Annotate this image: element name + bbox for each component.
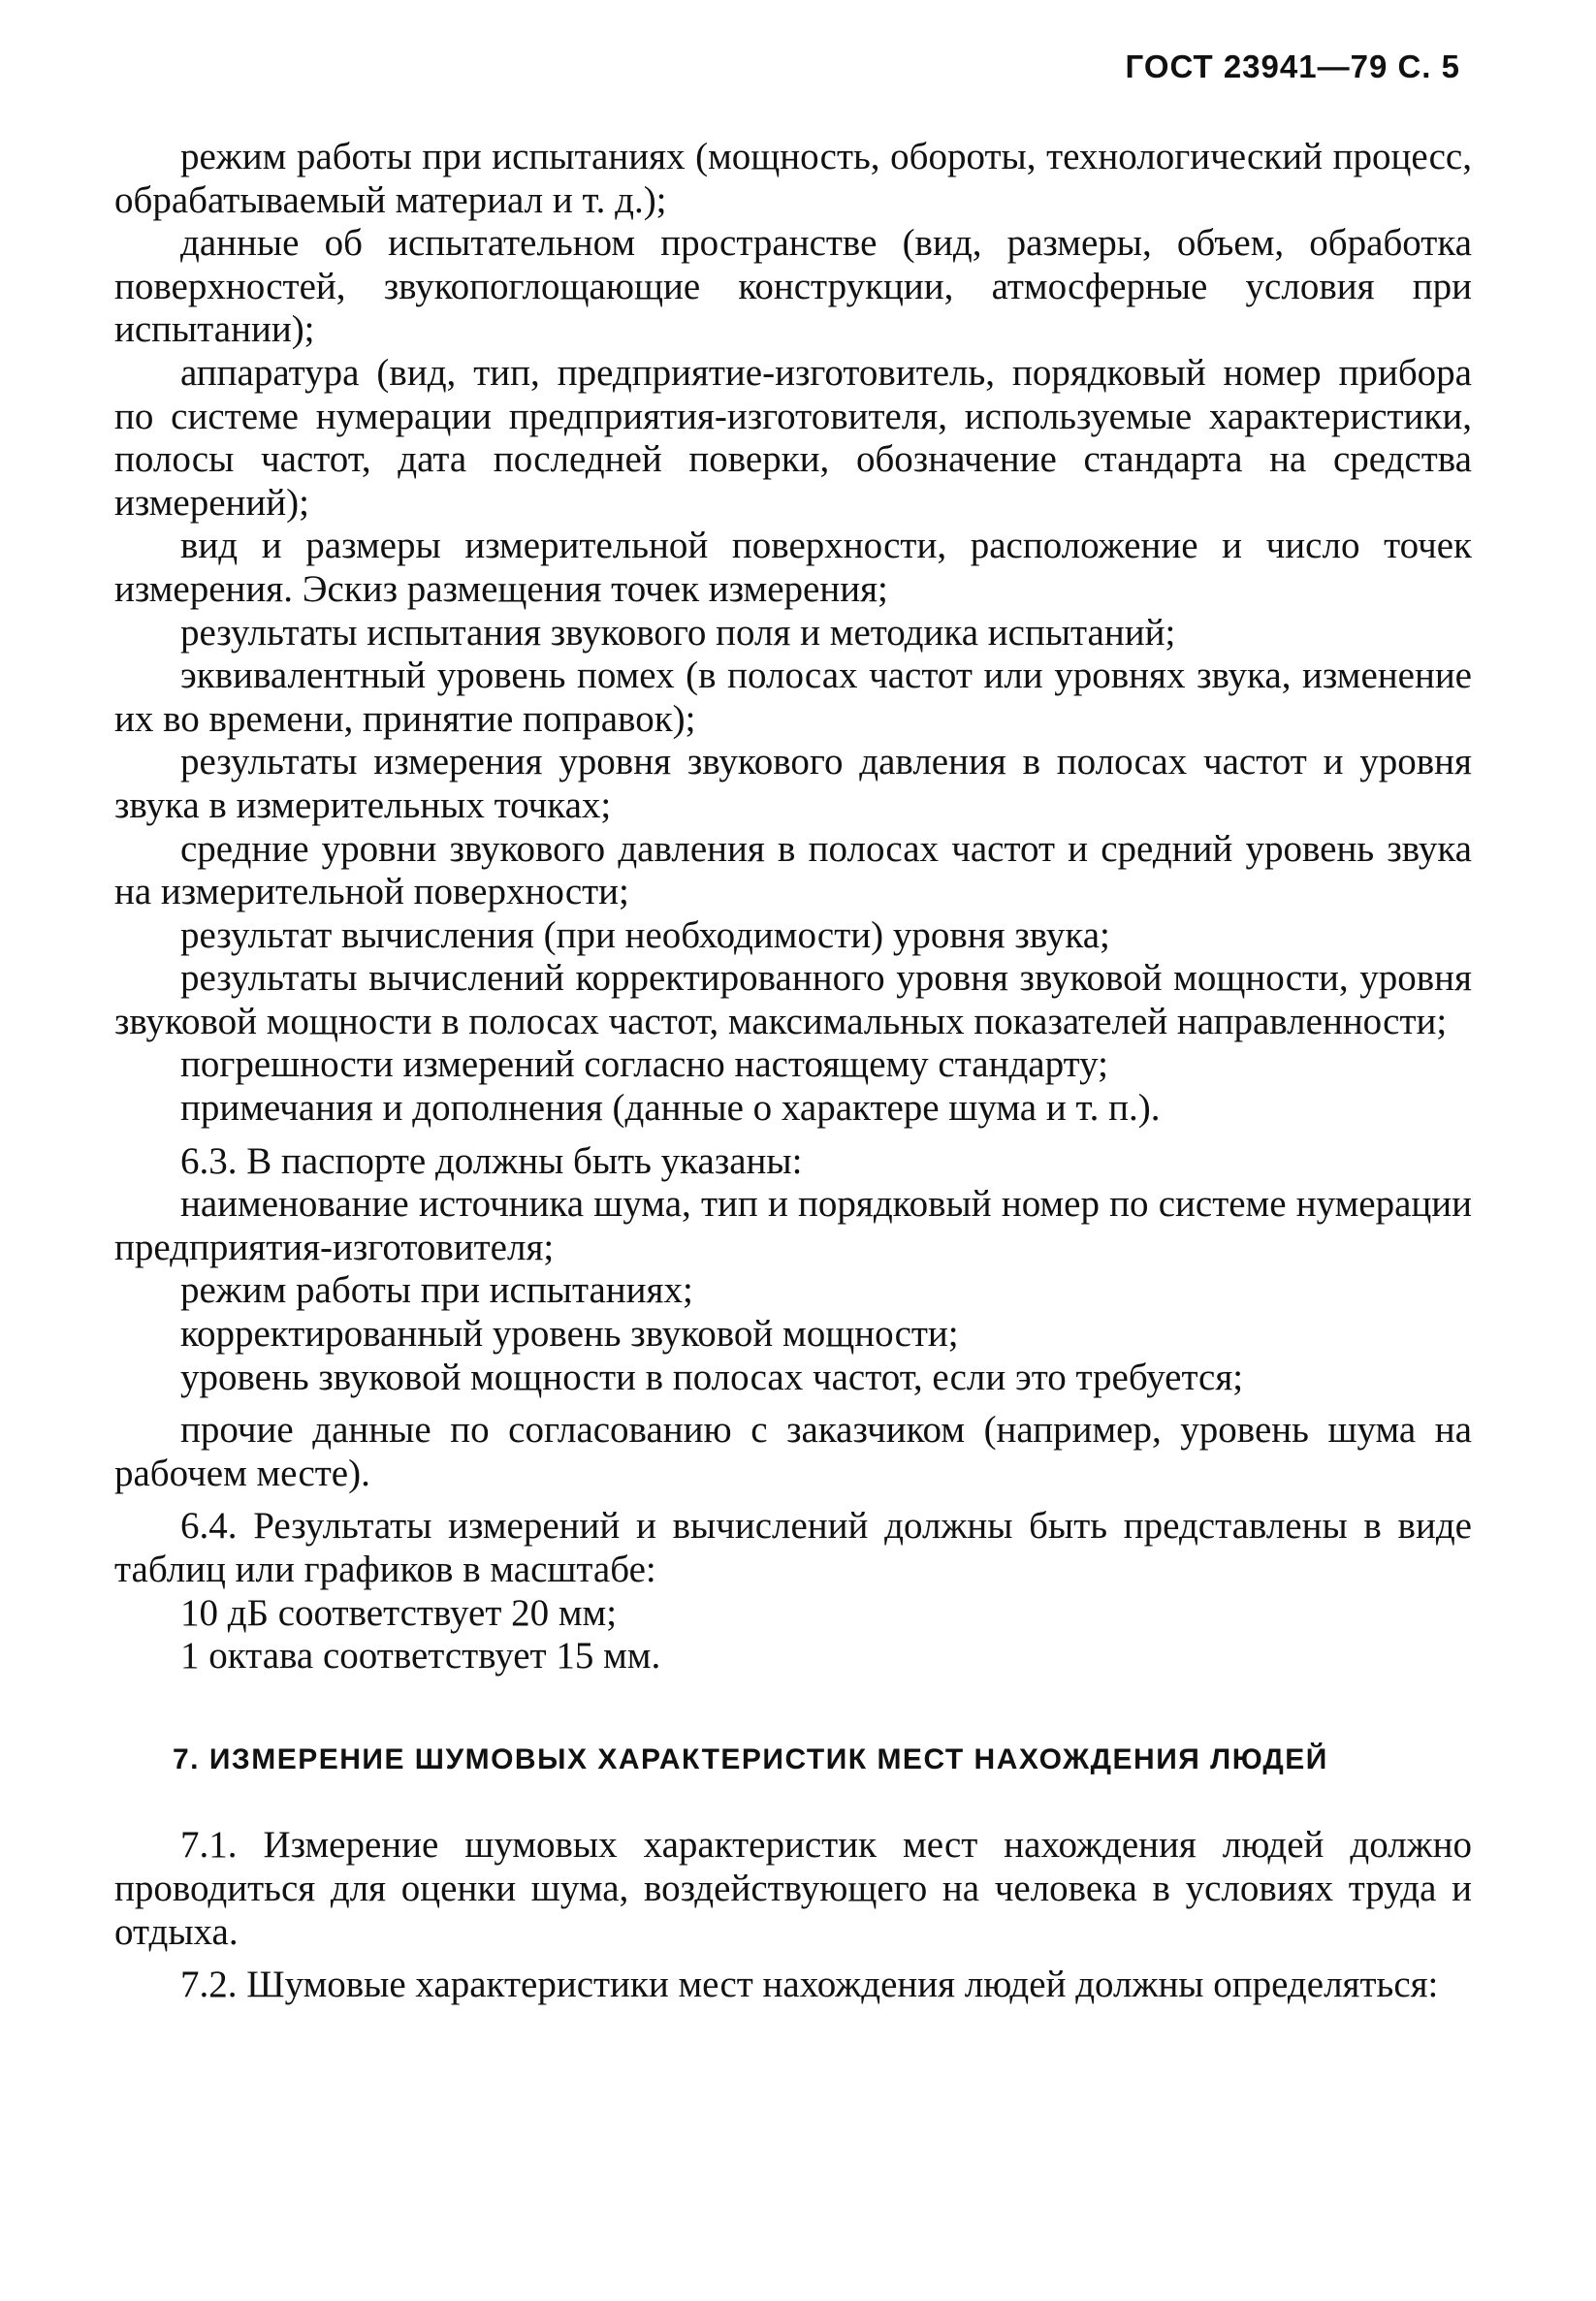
clause-7-2: 7.2. Шумовые характеристики мест нахождения людей должны определяться: (180, 1964, 1439, 2006)
running-header: ГОСТ 23941—79 С. 5 (1125, 48, 1460, 84)
paragraph: результаты вычислений корректированного уровня звуковой мощности, уровня звуковой мощности в полосах частот, максимальных показателей направленности; (114, 957, 1472, 1042)
paragraph: уровень звуковой мощности в полосах частот, если это требуется; (180, 1356, 1244, 1398)
paragraph: 1 октава соответствует 15 мм. (180, 1635, 661, 1678)
paragraph: вид и размеры измерительной поверхности, расположение и число точек измерения. Эскиз размещения точек измерения; (114, 525, 1472, 610)
clause-7-1: 7.1. Измерение шумовых характеристик мест нахождения людей должно проводиться для оценки шума, воздействующего на человека в условиях труда и отдыха. (114, 1824, 1472, 1953)
paragraph: прочие данные по согласованию с заказчиком (например, уровень шума на рабочем месте). (114, 1409, 1472, 1494)
paragraph: режим работы при испытаниях; (180, 1269, 693, 1312)
paragraph: примечания и дополнения (данные о характере шума и т. п.). (180, 1087, 1161, 1130)
paragraph: аппаратура (вид, тип, предприятие-изготовитель, порядковый номер прибора по системе нумерации предприятия-изготовителя, используемые характеристики, полосы частот, дата последней поверки, обозначение стандарта на средства измерений); (114, 351, 1472, 524)
paragraph: результаты испытания звукового поля и методика испытаний; (180, 611, 1176, 654)
paragraph: погрешности измерений согласно настоящему стандарту; (180, 1043, 1108, 1086)
paragraph: режим работы при испытаниях (мощность, обороты, технологический процесс, обрабатываемый материал и т. д.); (114, 136, 1472, 221)
clause-6-3: 6.3. В паспорте должны быть указаны: (180, 1139, 803, 1182)
paragraph: результат вычисления (при необходимости) уровня звука; (180, 913, 1110, 956)
paragraph: 10 дБ соответствует 20 мм; (180, 1591, 618, 1634)
document-body (114, 136, 1472, 2007)
paragraph: результаты измерения уровня звукового давления в полосах частот и уровня звука в измерительных точках; (114, 741, 1472, 826)
paragraph: эквивалентный уровень помех (в полосах частот или уровнях звука, изменение их во времени, принятие поправок); (114, 655, 1472, 740)
paragraph: наименование источника шума, тип и порядковый номер по системе нумерации предприятия-изготовителя; (114, 1183, 1472, 1268)
clause-6-4: 6.4. Результаты измерений и вычислений должны быть представлены в виде таблиц или графиков в масштабе: (114, 1505, 1472, 1590)
paragraph: средние уровни звукового давления в полосах частот и средний уровень звука на измерительной поверхности; (114, 827, 1472, 913)
paragraph: данные об испытательном пространстве (вид, размеры, объем, обработка поверхностей, звукопоглощающие конструкции, атмосферные условия при испытании); (114, 222, 1472, 351)
paragraph: корректированный уровень звуковой мощности; (180, 1313, 959, 1356)
section-heading: 7. ИЗМЕРЕНИЕ ШУМОВЫХ ХАРАКТЕРИСТИК МЕСТ НАХОЖДЕНИЯ ЛЮДЕЙ (173, 1742, 1328, 1775)
